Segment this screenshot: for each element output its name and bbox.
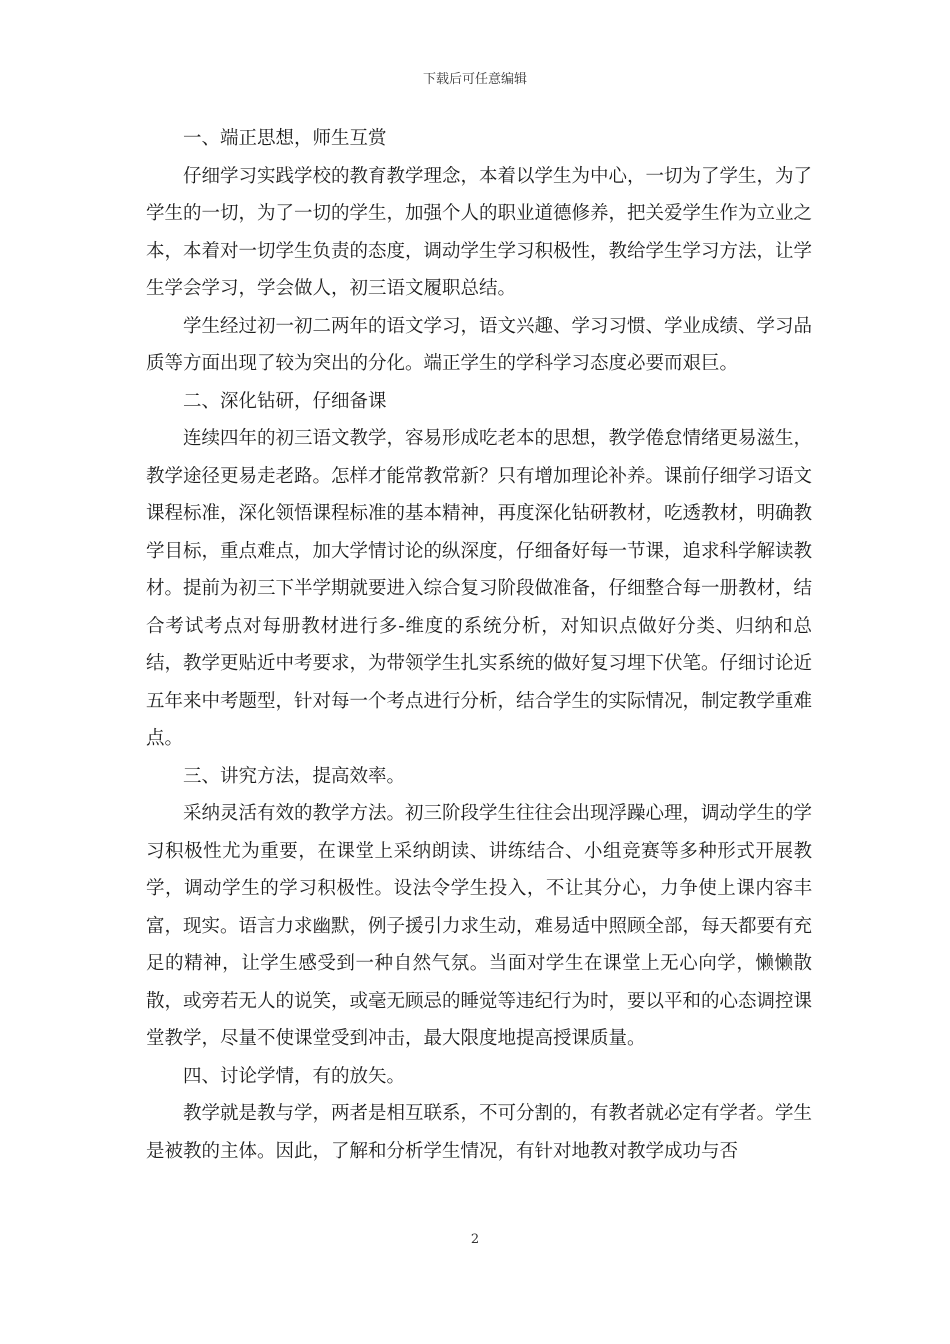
- section-heading-3: 三、讲究方法，提高效率。: [183, 765, 406, 787]
- paragraph: 教学就是教与学，两者是相互联系，不可分割的，有教者就必定有学者。学生是被教的主体。因此，了解和分析学生情况，有针对地教对教学成功与否: [146, 1103, 813, 1162]
- page-number: 2: [470, 1232, 480, 1247]
- paragraph: 采纳灵活有效的教学方法。初三阶段学生往往会出现浮躁心理，调动学生的学习积极性尤为重要，在课堂上采纳朗读、讲练结合、小组竞赛等多种形式开展教学，调动学生的学习积极性。设法令学生投入，不让其分心，力争使上课内容丰富，现实。语言力求幽默，例子援引力求生动，难易适中照顾全部，每天都要有充足的精神，让学生感受到一种自然气氛。当面对学生在课堂上无心向学，懒懒散散，或旁若无人的说笑，或毫无顾忌的睡觉等违纪行为时，要以平和的心态调控课堂教学，尽量不使课堂受到冲击，最大限度地提高授课质量。: [146, 803, 813, 1049]
- page-header: 下载后可任意编辑: [422, 72, 527, 87]
- paragraph: 仔细学习实践学校的教育教学理念，本着以学生为中心，一切为了学生，为了学生的一切，为了一切的学生，加强个人的职业道德修养，把关爱学生作为立业之本，本着对一切学生负责的态度，调动学生学习积极性，教给学生学习方法，让学生学会学习，学会做人，初三语文履职总结。: [146, 165, 813, 299]
- section-heading-4: 四、讨论学情，有的放矢。: [183, 1065, 406, 1087]
- section-heading-1: 一、端正思想，师生互赏: [183, 128, 387, 149]
- document-body: [146, 120, 812, 1170]
- paragraph: 学生经过初一初二两年的语文学习，语文兴趣、学习习惯、学业成绩、学习品质等方面出现了较为突出的分化。端正学生的学科学习态度必要而艰巨。: [146, 315, 813, 374]
- paragraph: 连续四年的初三语文教学，容易形成吃老本的思想，教学倦怠情绪更易滋生，教学途径更易走老路。怎样才能常教常新？只有增加理论补养。课前仔细学习语文课程标准，深化领悟课程标准的基本精神，再度深化钻研教材，吃透教材，明确教学目标，重点难点，加大学情讨论的纵深度，仔细备好每一节课，追求科学解读教材。提前为初三下半学期就要进入综合复习阶段做准备，仔细整合每一册教材，结合考试考点对每册教材进行多-维度的系统分析，对知识点做好分类、归纳和总结，教学更贴近中考要求，为带领学生扎实系统的做好复习埋下伏笔。仔细讨论近五年来中考题型，针对每一个考点进行分析，结合学生的实际情况，制定教学重难点。: [146, 428, 813, 749]
- section-heading-2: 二、深化钻研，仔细备课: [183, 390, 387, 412]
